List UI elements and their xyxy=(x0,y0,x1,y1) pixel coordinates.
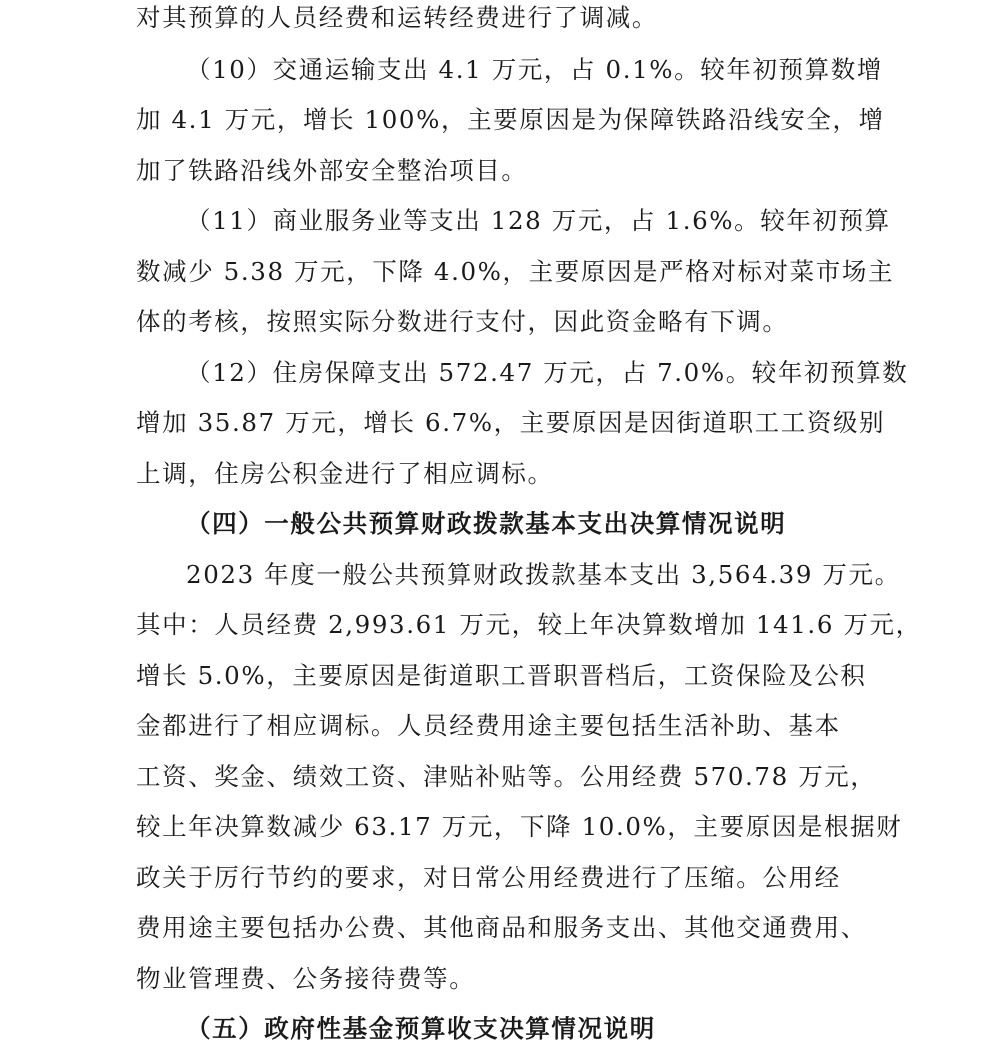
text-line: 增长 5.0%，主要原因是街道职工晋职晋档后，工资保险及公积 xyxy=(136,661,867,690)
text-line: 工资、奖金、绩效工资、津贴补贴等。公用经费 570.78 万元， xyxy=(136,762,877,791)
text-line: （12）住房保障支出 572.47 万元，占 7.0%。较年初预算数 xyxy=(186,358,909,387)
text-line: 金都进行了相应调标。人员经费用途主要包括生活补助、基本 xyxy=(136,711,841,740)
section-heading: （四）一般公共预算财政拨款基本支出决算情况说明 xyxy=(186,509,787,538)
text-line: 政关于厉行节约的要求，对日常公用经费进行了压缩。公用经 xyxy=(136,863,841,892)
text-line: 体的考核，按照实际分数进行支付，因此资金略有下调。 xyxy=(136,307,789,336)
text-line: （11）商业服务业等支出 128 万元，占 1.6%。较年初预算 xyxy=(186,206,891,235)
text-line: 2023 年度一般公共预算财政拨款基本支出 3,564.39 万元。 xyxy=(186,560,901,589)
text-line: 其中：人员经费 2,993.61 万元，较上年决算数增加 141.6 万元， xyxy=(136,610,922,639)
text-line: （10）交通运输支出 4.1 万元，占 0.1%。较年初预算数增 xyxy=(186,55,883,84)
text-line: 加 4.1 万元，增长 100%，主要原因是为保障铁路沿线安全，增 xyxy=(136,105,885,134)
text-line: 增加 35.87 万元，增长 6.7%，主要原因是因街道职工工资级别 xyxy=(136,408,886,437)
text-line: 较上年决算数减少 63.17 万元，下降 10.0%，主要原因是根据财 xyxy=(136,812,903,841)
text-line: 物业管理费、公务接待费等。 xyxy=(136,964,476,993)
text-line: 数减少 5.38 万元，下降 4.0%，主要原因是严格对标对菜市场主 xyxy=(136,257,895,286)
text-line: 对其预算的人员经费和运转经费进行了调减。 xyxy=(136,3,658,32)
text-line: 上调，住房公积金进行了相应调标。 xyxy=(136,459,554,488)
section-heading: （五）政府性基金预算收支决算情况说明 xyxy=(186,1014,656,1043)
text-line: 费用途主要包括办公费、其他商品和服务支出、其他交通费用、 xyxy=(136,913,867,942)
text-line: 加了铁路沿线外部安全整治项目。 xyxy=(136,156,528,185)
